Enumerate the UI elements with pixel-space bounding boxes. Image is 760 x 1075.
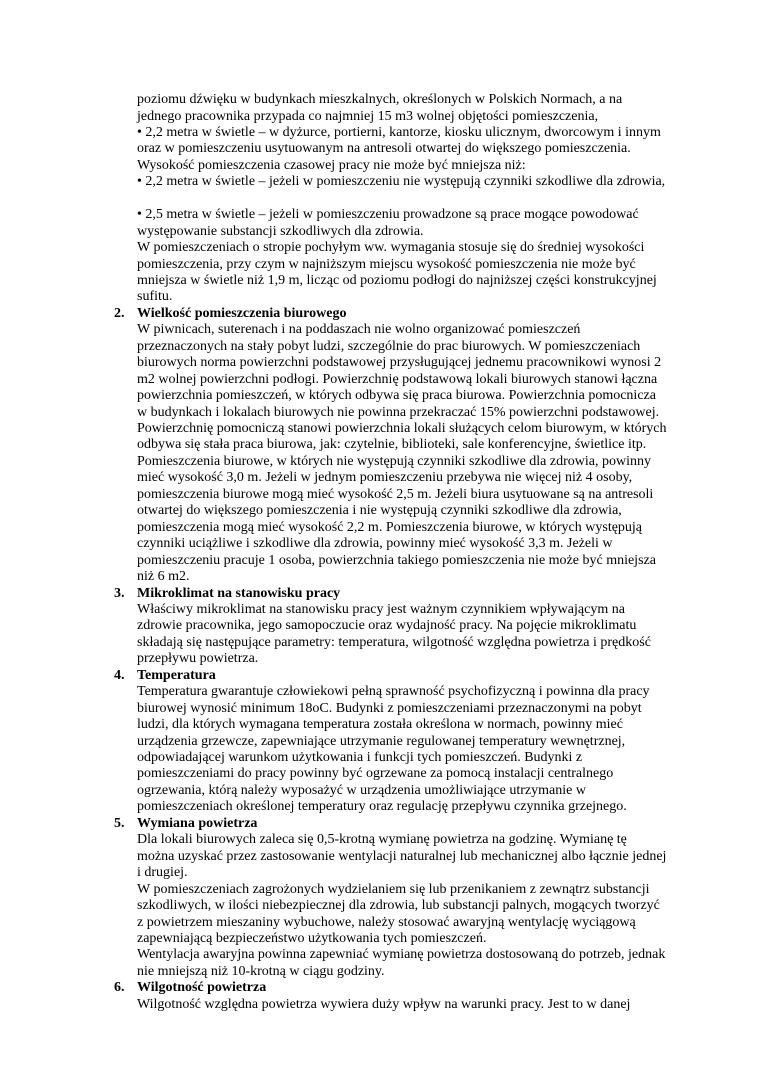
paragraph-line: jednego pracownika przypada co najmniej 15 m3 wolnej objętości pomieszczenia, — [137, 108, 599, 124]
paragraph-line: ogrzewania, którą należy wyposażyć w urządzenia umożliwiające utrzymanie w — [137, 782, 586, 798]
paragraph-line: Wilgotność względna powietrza wywiera duży wpływ na warunki pracy. Jest to w danej — [137, 996, 631, 1012]
section-number: 5. — [114, 815, 125, 831]
paragraph-line: Wentylacja awaryjna powinna zapewniać wymianę powietrza dostosowaną do potrzeb, jednak — [137, 947, 666, 963]
paragraph-line: Powierzchnię pomocniczą stanowi powierzchnia lokali służących celom biurowym, w których — [137, 421, 667, 436]
paragraph-line: pomieszczenia, przy czym w najniższym miejscu wysokość pomieszczenia nie może być — [137, 256, 636, 272]
paragraph-line: ludzi, dla których wymagana temperatura została określona w normach, powinny mieć — [137, 717, 623, 733]
paragraph-line: • 2,2 metra w świetle – jeżeli w pomieszczeniu nie występują czynniki szkodliwe dla zdrowia, — [137, 174, 666, 190]
paragraph-line: występowanie substancji szkodliwych dla zdrowia. — [137, 223, 424, 239]
paragraph-line: urządzenia grzewcze, zapewniające utrzymanie regulowanej temperatury wewnętrznej, — [137, 733, 626, 749]
paragraph-line: z powietrzem mieszaniny wybuchowe, należy stosować awaryjną wentylację wyciągową — [137, 914, 636, 930]
paragraph-line: i drugiej. — [137, 865, 188, 881]
paragraph-line: m2 wolnej powierzchni podłogi. Powierzchnię podstawową lokali biurowych stanowi łączna — [137, 371, 658, 387]
paragraph-line: oraz w pomieszczeniu usytuowanym na antresoli otwartej do większego pomieszczenia. — [137, 141, 631, 157]
paragraph-line: czynniki uciążliwe i szkodliwe dla zdrowia, powinny mieć wysokość 3,3 m. Jeżeli w — [137, 536, 613, 552]
paragraph-line: powierzchnia pomieszczeń, w których odbywa się praca biurowa. Powierzchnia pomocnicza — [137, 388, 656, 404]
paragraph-line: biurowej wynosić minimum 18oC. Budynki z pomieszczeniami przeznaczonymi na pobyt — [137, 700, 642, 716]
paragraph-line: • 2,2 metra w świetle – w dyżurce, portierni, kantorze, kiosku ulicznym, dworcowym i innym — [137, 124, 661, 140]
paragraph-line: pomieszczeniu pracuje 1 osoba, powierzchnia takiego pomieszczenia nie może być mniejsza — [137, 552, 656, 568]
paragraph-line: mniejsza w świetle niż 1,9 m, licząc od poziomu podłogi do najniższej części konstrukcyjnej — [137, 272, 657, 288]
paragraph-line: pomieszczenia mogą mieć wysokość 2,2 m. Pomieszczenia biurowe, w których występują — [137, 519, 643, 535]
paragraph-line: pomieszczenia biurowe mogą mieć wysokość 2,5 m. Jeżeli biura usytuowane są na antresoli — [137, 486, 654, 502]
paragraph-line: Dla lokali biurowych zaleca się 0,5-krotną wymianę powietrza na godzinę. Wymianę tę — [137, 832, 627, 848]
paragraph-line: przeznaczonych na stały pobyt ludzi, szczególnie do prac biurowych. W pomieszczeniach — [137, 338, 641, 354]
paragraph-line: biurowych norma powierzchni podstawowej przysługującej jednemu pracownikowi wynosi 2 — [137, 355, 662, 371]
paragraph-line: szkodliwych, w ilości niebezpiecznej dla zdrowia, lub substancji palnych, mogących tworzyć — [137, 898, 660, 913]
section-heading: Wielkość pomieszczenia biurowego — [137, 305, 347, 321]
paragraph-line: przepływu powietrza. — [137, 651, 259, 667]
section-number: 4. — [114, 667, 125, 683]
paragraph-line: można uzyskać przez zastosowanie wentylacji naturalnej lub mechanicznej albo łącznie jednej — [137, 848, 667, 864]
paragraph-line: poziomu dźwięku w budynkach mieszkalnych, określonych w Polskich Normach, a na — [137, 92, 623, 107]
paragraph-line: mieć wysokość 3,0 m. Jeżeli w jednym pomieszczeniu przebywa nie więcej niż 4 osoby, — [137, 470, 633, 486]
paragraph-line: zdrowie pracownika, jego samopoczucie oraz wydajność pracy. Na pojęcie mikroklimatu — [137, 618, 637, 634]
paragraph-line: Temperatura gwarantuje człowiekowi pełną sprawność psychofizyczną i powinna dla pracy — [137, 684, 650, 700]
paragraph-line: nie mniejszą niż 10-krotną w ciągu godziny. — [137, 963, 385, 979]
paragraph-line: odpowiadającej warunkom użytkowania i funkcji tych pomieszczeń. Budynki z — [137, 750, 583, 765]
paragraph-line: W piwnicach, suterenach i na poddaszach nie wolno organizować pomieszczeń — [137, 322, 581, 338]
paragraph-line: w budynkach i lokalach biurowych nie powinna przekraczać 15% powierzchni podstawowej. — [137, 404, 660, 420]
paragraph-line: niż 6 m2. — [137, 569, 190, 584]
paragraph-line: składają się następujące parametry: temperatura, wilgotność względna powietrza i prędkość — [137, 634, 651, 650]
section-heading: Wilgotność powietrza — [137, 980, 267, 996]
section-heading: Wymiana powietrza — [137, 815, 258, 831]
section-number: 2. — [114, 305, 125, 321]
paragraph-line: odbywa się stała praca biurowa, jak: czytelnie, biblioteki, sale konferencyjne, świetlice itp. — [137, 437, 647, 453]
paragraph-line: • 2,5 metra w świetle – jeżeli w pomieszczeniu prowadzone są prace mogące powodować — [137, 207, 639, 223]
section-heading: Mikroklimat na stanowisku pracy — [137, 585, 341, 601]
paragraph-line: zapewniającą bezpieczeństwo użytkowania tych pomieszczeń. — [137, 930, 487, 946]
paragraph-line: sufitu. — [137, 289, 173, 305]
paragraph-line: Wysokość pomieszczenia czasowej pracy nie może być mniejsza niż: — [137, 157, 526, 173]
paragraph-line: W pomieszczeniach o stropie pochyłym ww. wymagania stosuje się do średniej wysokości — [137, 240, 645, 255]
paragraph-line: W pomieszczeniach zagrożonych wydzielaniem się lub przenikaniem z zewnątrz substancji — [137, 881, 650, 897]
paragraph-line: pomieszczeniach określonej temperatury oraz regulację przepływu czynnika grzejnego. — [137, 799, 627, 815]
paragraph-line: Pomieszczenia biurowe, w których nie występują czynniki szkodliwe dla zdrowia, powinny — [137, 453, 651, 469]
paragraph-line: pomieszczeniami do pracy powinny być ogrzewane za pomocą instalacji centralnego — [137, 766, 614, 782]
paragraph-line: Właściwy mikroklimat na stanowisku pracy jest ważnym czynnikiem wpływającym na — [137, 602, 625, 617]
paragraph-line: otwartej do większego pomieszczenia i nie występują czynniki szkodliwe dla zdrowia, — [137, 503, 622, 519]
section-number: 6. — [114, 980, 125, 996]
section-number: 3. — [114, 585, 125, 601]
section-heading: Temperatura — [137, 667, 216, 683]
